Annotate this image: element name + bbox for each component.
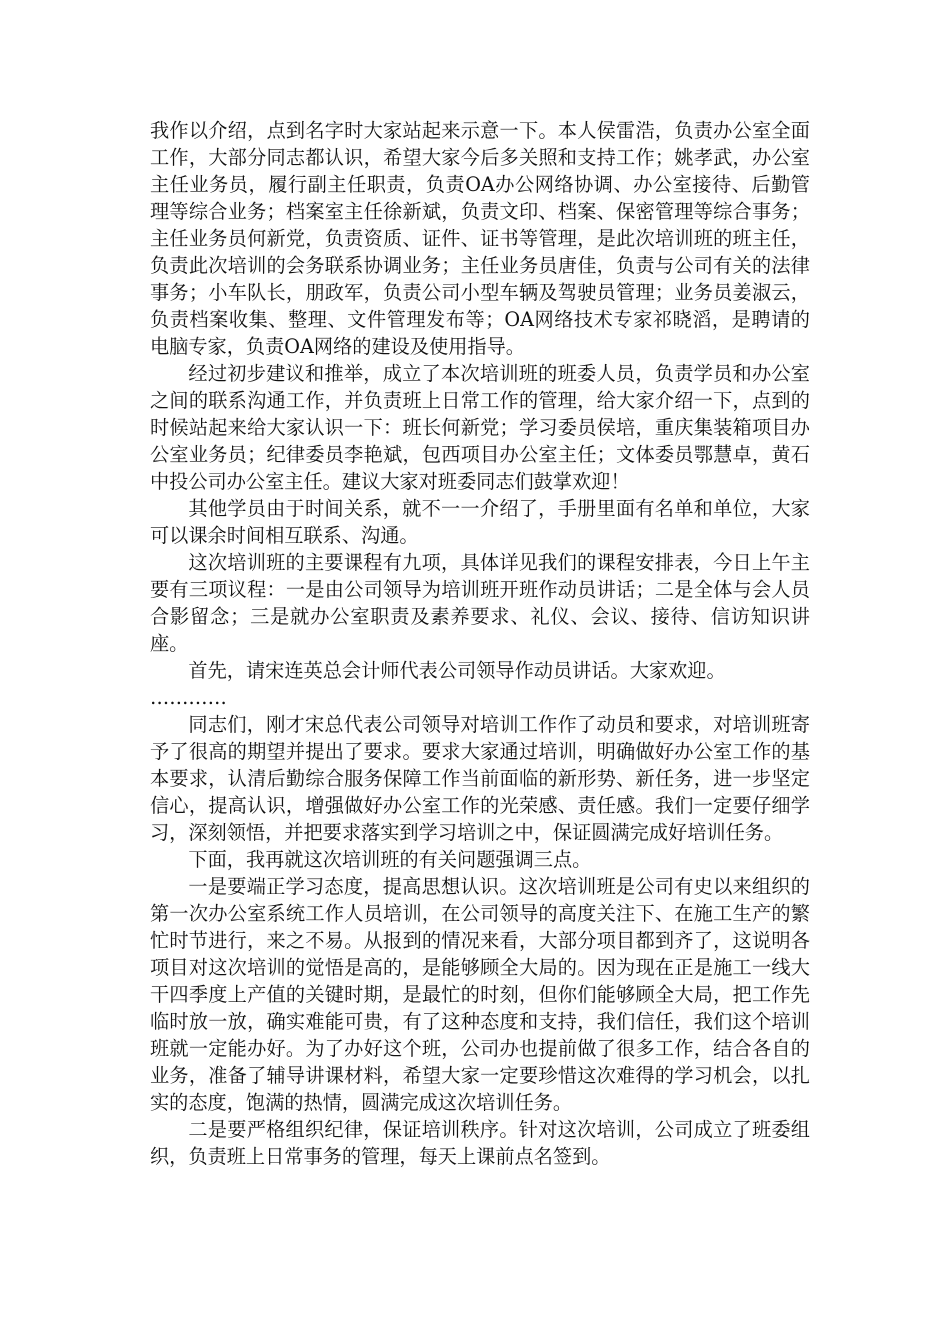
paragraph-ellipsis: ………… — [150, 686, 227, 709]
paragraph-point-one: 一是要端正学习态度，提高思想认识。这次培训班是公司有史以来组织的第一次办公室系统工作人员培训，在公司领导的高度关注下、在施工生产的繁忙时节进行，来之不易。从报到的情况来看，大部分项目都到齐了，这说明各项目对这次培训的觉悟是高的，是能够顾全大局的。因为现在正是施工一线大干四季度上产值的关键时期，是最忙的时刻，但你们能够顾全大局，把工作先临时放一放，确实难能可贵，有了这种态度和支持，我们信任，我们这个培训班就一定能办好。为了办好这个班，公司办也提前做了很多工作，结合各自的业务，准备了辅导讲课材料，希望大家一定要珍惜这次难得的学习机会，以扎实的态度，饱满的热情，圆满完成这次培训任务。 — [150, 875, 810, 1114]
paragraph-point-two: 二是要严格组织纪律，保证培训秩序。针对这次培训，公司成立了班委组织，负责班上日常事务的管理，每天上课前点名签到。 — [150, 1118, 810, 1168]
paragraph-other-trainees: 其他学员由于时间关系，就不一一介绍了，手册里面有名单和单位，大家可以课余时间相互联系、沟通。 — [150, 497, 810, 547]
paragraph-leader-speech-invite: 首先，请宋连英总会计师代表公司领导作动员讲话。大家欢迎。 — [188, 659, 726, 682]
paragraph-three-points-intro: 下面，我再就这次培训班的有关问题强调三点。 — [188, 848, 592, 871]
paragraph-speech-summary: 同志们，刚才宋总代表公司领导对培训工作作了动员和要求，对培训班寄予了很高的期望并提出了要求。要求大家通过培训，明确做好办公室工作的基本要求，认清后勤综合服务保障工作当前面临的新形势、新任务，进一步坚定信心，提高认识，增强做好办公室工作的光荣感、责任感。我们一定要仔细学习，深刻领悟，并把要求落实到学习培训之中，保证圆满完成好培训任务。 — [150, 713, 810, 844]
paragraph-class-committee: 经过初步建议和推举，成立了本次培训班的班委人员，负责学员和办公室之间的联系沟通工作，并负责班上日常工作的管理，给大家介绍一下，点到的时候站起来给大家认识一下：班长何新党；学习委员侯培，重庆集装箱项目办公室业务员；纪律委员李艳斌，包西项目办公室主任；文体委员鄂慧卓，黄石中投公司办公室主任。建议大家对班委同志们鼓掌欢迎！ — [150, 362, 810, 493]
paragraph-course-agenda: 这次培训班的主要课程有九项，具体详见我们的课程安排表，今日上午主要有三项议程：一是由公司领导为培训班开班作动员讲话；二是全体与会人员合影留念；三是就办公室职责及素养要求、礼仪、会议、接待、信访知识讲座。 — [150, 551, 810, 655]
paragraph-staff-introduction: 我作以介绍，点到名字时大家站起来示意一下。本人侯雷浩，负责办公室全面工作，大部分同志都认识，希望大家今后多关照和支持工作；姚孝武，办公室主任业务员，履行副主任职责，负责OA办公网络协调、办公室接待、后勤管理等综合业务；档案室主任徐新斌，负责文印、档案、保密管理等综合事务；主任业务员何新党，负责资质、证件、证书等管理，是此次培训班的班主任，负责此次培训的会务联系协调业务；主任业务员唐佳，负责与公司有关的法律事务；小车队长，朋政军，负责公司小型车辆及驾驶员管理；业务员姜淑云，负责档案收集、整理、文件管理发布等；OA网络技术专家祁晓滔，是聘请的电脑专家，负责OA网络的建设及使用指导。 — [150, 119, 810, 358]
document-body — [150, 117, 810, 1170]
